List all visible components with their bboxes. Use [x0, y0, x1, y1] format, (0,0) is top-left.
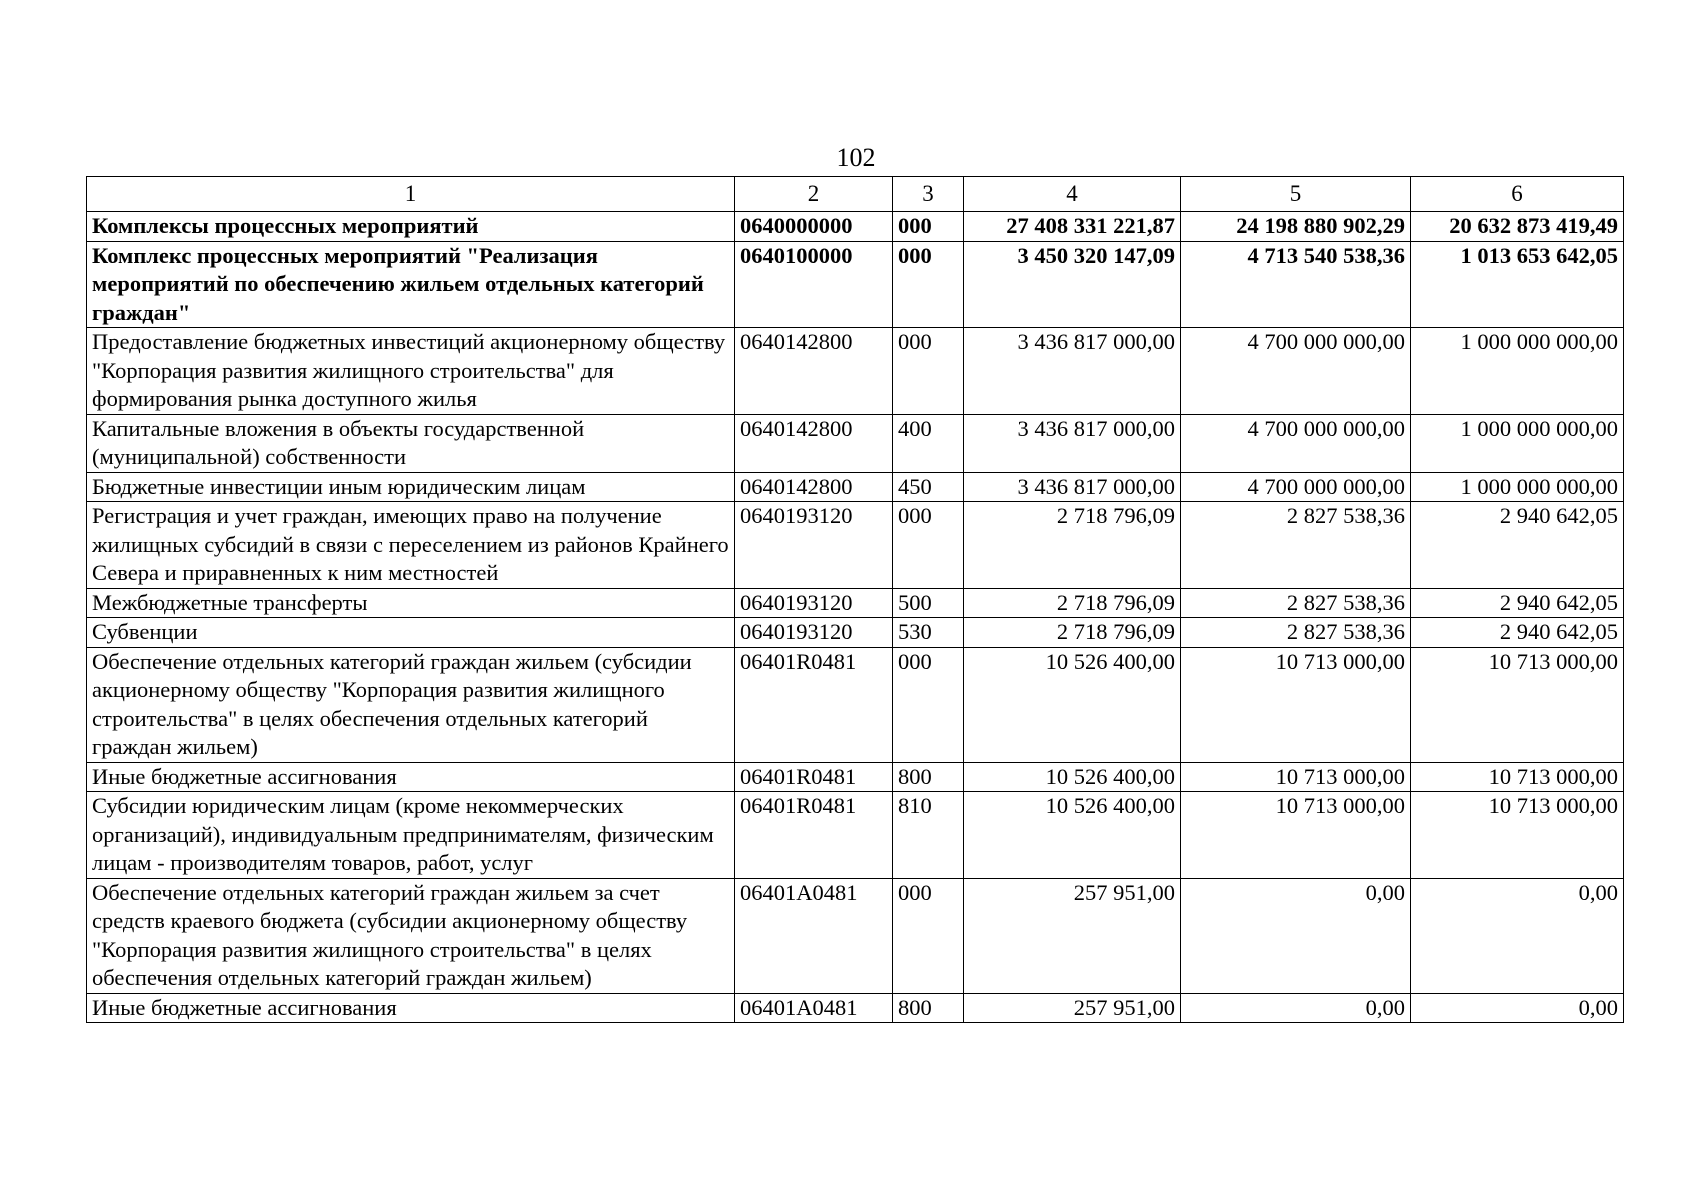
column-header: 6 [1411, 177, 1624, 212]
row-expense-type: 530 [893, 618, 964, 648]
row-expense-type: 800 [893, 762, 964, 792]
column-header: 1 [87, 177, 735, 212]
table-row [87, 792, 1624, 879]
row-description: Капитальные вложения в объекты государственной (муниципальной) собственности [87, 414, 735, 472]
table-row [87, 762, 1624, 792]
row-value-col6: 2 940 642,05 [1411, 618, 1624, 648]
row-description: Обеспечение отдельных категорий граждан жильем за счет средств краевого бюджета (субсидии акционерному обществу "Корпорация развития жилищного строительства" в целях обеспечения отдельных категорий граждан жильем) [87, 878, 735, 993]
row-target-code: 0640193120 [735, 618, 893, 648]
budget-table [86, 176, 1624, 1023]
row-value-col6: 10 713 000,00 [1411, 792, 1624, 879]
table-row [87, 472, 1624, 502]
table-row [87, 647, 1624, 762]
row-expense-type: 000 [893, 502, 964, 589]
row-value-col6: 0,00 [1411, 993, 1624, 1023]
row-target-code: 0640142800 [735, 328, 893, 415]
row-value-col5: 24 198 880 902,29 [1181, 212, 1411, 242]
row-value-col4: 2 718 796,09 [964, 618, 1181, 648]
row-value-col6: 20 632 873 419,49 [1411, 212, 1624, 242]
row-description: Предоставление бюджетных инвестиций акционерному обществу "Корпорация развития жилищного строительства" для формирования рынка доступного жилья [87, 328, 735, 415]
column-header: 5 [1181, 177, 1411, 212]
row-expense-type: 400 [893, 414, 964, 472]
row-value-col5: 10 713 000,00 [1181, 647, 1411, 762]
row-value-col6: 1 000 000 000,00 [1411, 414, 1624, 472]
row-value-col6: 10 713 000,00 [1411, 762, 1624, 792]
row-value-col6: 0,00 [1411, 878, 1624, 993]
row-description: Бюджетные инвестиции иным юридическим лицам [87, 472, 735, 502]
row-value-col4: 3 436 817 000,00 [964, 472, 1181, 502]
row-target-code: 0640193120 [735, 588, 893, 618]
row-target-code: 0640142800 [735, 414, 893, 472]
column-header: 2 [735, 177, 893, 212]
row-target-code: 06401A0481 [735, 993, 893, 1023]
row-value-col6: 2 940 642,05 [1411, 588, 1624, 618]
row-value-col4: 10 526 400,00 [964, 647, 1181, 762]
row-description: Иные бюджетные ассигнования [87, 993, 735, 1023]
table-row [87, 502, 1624, 589]
table-header-row [87, 177, 1624, 212]
row-description: Обеспечение отдельных категорий граждан жильем (субсидии акционерному обществу "Корпорация развития жилищного строительства" в целях обеспечения отдельных категорий граждан жильем) [87, 647, 735, 762]
row-expense-type: 000 [893, 328, 964, 415]
table-row [87, 212, 1624, 242]
row-value-col5: 10 713 000,00 [1181, 792, 1411, 879]
row-target-code: 06401R0481 [735, 647, 893, 762]
column-header: 3 [893, 177, 964, 212]
table-row [87, 241, 1624, 328]
page-number: 102 [836, 143, 876, 172]
row-target-code: 0640193120 [735, 502, 893, 589]
row-value-col4: 10 526 400,00 [964, 762, 1181, 792]
row-value-col4: 3 450 320 147,09 [964, 241, 1181, 328]
row-target-code: 06401R0481 [735, 792, 893, 879]
row-expense-type: 000 [893, 212, 964, 242]
row-value-col5: 4 700 000 000,00 [1181, 472, 1411, 502]
row-description: Иные бюджетные ассигнования [87, 762, 735, 792]
table-body [87, 212, 1624, 1023]
row-value-col5: 0,00 [1181, 878, 1411, 993]
row-value-col5: 10 713 000,00 [1181, 762, 1411, 792]
row-expense-type: 800 [893, 993, 964, 1023]
row-description: Комплексы процессных мероприятий [87, 212, 735, 242]
table-row [87, 993, 1624, 1023]
row-expense-type: 810 [893, 792, 964, 879]
row-target-code: 0640100000 [735, 241, 893, 328]
row-value-col4: 3 436 817 000,00 [964, 414, 1181, 472]
row-value-col4: 3 436 817 000,00 [964, 328, 1181, 415]
row-value-col4: 2 718 796,09 [964, 588, 1181, 618]
row-target-code: 06401R0481 [735, 762, 893, 792]
table-row [87, 414, 1624, 472]
row-value-col4: 2 718 796,09 [964, 502, 1181, 589]
row-value-col5: 2 827 538,36 [1181, 618, 1411, 648]
row-value-col6: 1 000 000 000,00 [1411, 328, 1624, 415]
row-expense-type: 000 [893, 878, 964, 993]
row-value-col6: 1 013 653 642,05 [1411, 241, 1624, 328]
row-description: Межбюджетные трансферты [87, 588, 735, 618]
row-expense-type: 500 [893, 588, 964, 618]
row-value-col5: 4 700 000 000,00 [1181, 414, 1411, 472]
row-description: Субвенции [87, 618, 735, 648]
row-target-code: 0640142800 [735, 472, 893, 502]
row-value-col4: 257 951,00 [964, 878, 1181, 993]
row-target-code: 0640000000 [735, 212, 893, 242]
row-value-col5: 2 827 538,36 [1181, 502, 1411, 589]
table-row [87, 588, 1624, 618]
table-row [87, 328, 1624, 415]
row-value-col4: 27 408 331 221,87 [964, 212, 1181, 242]
row-value-col5: 4 700 000 000,00 [1181, 328, 1411, 415]
row-value-col5: 4 713 540 538,36 [1181, 241, 1411, 328]
row-description: Регистрация и учет граждан, имеющих право на получение жилищных субсидий в связи с переселением из районов Крайнего Севера и приравненных к ним местностей [87, 502, 735, 589]
table-row [87, 878, 1624, 993]
row-value-col6: 2 940 642,05 [1411, 502, 1624, 589]
row-description: Комплекс процессных мероприятий "Реализация мероприятий по обеспечению жильем отдельных категорий граждан" [87, 241, 735, 328]
row-expense-type: 000 [893, 647, 964, 762]
row-target-code: 06401A0481 [735, 878, 893, 993]
row-value-col5: 0,00 [1181, 993, 1411, 1023]
row-value-col4: 257 951,00 [964, 993, 1181, 1023]
row-value-col6: 10 713 000,00 [1411, 647, 1624, 762]
row-expense-type: 450 [893, 472, 964, 502]
column-header: 4 [964, 177, 1181, 212]
row-value-col4: 10 526 400,00 [964, 792, 1181, 879]
row-value-col5: 2 827 538,36 [1181, 588, 1411, 618]
row-description: Субсидии юридическим лицам (кроме некоммерческих организаций), индивидуальным предпринимателям, физическим лицам - производителям товаров, работ, услуг [87, 792, 735, 879]
row-expense-type: 000 [893, 241, 964, 328]
row-value-col6: 1 000 000 000,00 [1411, 472, 1624, 502]
table-row [87, 618, 1624, 648]
